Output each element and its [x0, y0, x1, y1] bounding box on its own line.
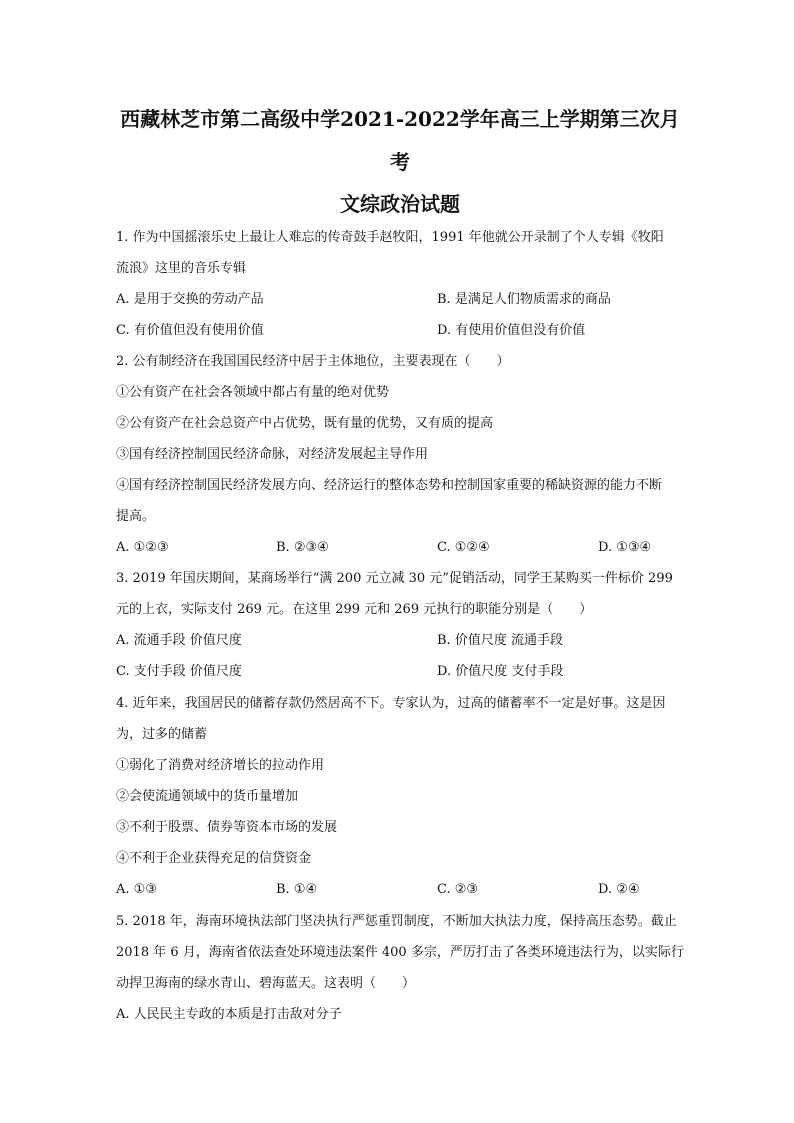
- option-c: C. 有价值但没有使用价值: [116, 323, 264, 338]
- option-c: C. ①②④: [437, 540, 490, 555]
- option-d: D. ②④: [598, 882, 640, 897]
- question-text-line: 动捍卫海南的绿水青山、碧海蓝天。这表明（ ）: [116, 976, 416, 991]
- question-statement: ①公有资产在社会各领域中都占有量的绝对优势: [116, 385, 390, 400]
- option-b: B. ②③④: [276, 540, 329, 555]
- question-text-line: 1. 作为中国摇滚乐史上最让人难忘的传奇鼓手赵牧阳，1991 年他就公开录制了个人专辑《牧阳: [116, 230, 664, 245]
- question-text-line: 2018 年 6 月，海南省依法查处环境违法案件 400 多宗，严厉打击了各类环境违法行为，以实际行: [116, 945, 684, 960]
- question-statement: ②会使流通领域中的货币量增加: [116, 789, 299, 804]
- question-statement: ③不利于股票、债券等资本市场的发展: [116, 820, 338, 835]
- question-statement: ④国有经济控制国民经济发展方向、经济运行的整体态势和控制国家重要的稀缺资源的能力不断: [116, 478, 663, 493]
- option-a: A. ①②③: [116, 540, 169, 555]
- exam-title-line2: 考: [390, 150, 410, 174]
- question-text-line: 2. 公有制经济在我国国民经济中居于主体地位，主要表现在（ ）: [116, 354, 510, 369]
- question-text-line: 3. 2019 年国庆期间，某商场举行“满 200 元立减 30 元”促销活动，同学王某购买一件标价 299: [116, 571, 673, 586]
- question-text-line: 为，过多的储蓄: [116, 727, 208, 742]
- option-b: B. 价值尺度 流通手段: [437, 633, 563, 648]
- option-a: A. 流通手段 价值尺度: [116, 633, 242, 648]
- question-text-line: 4. 近年来，我国居民的储蓄存款仍然居高不下。专家认为，过高的储蓄率不一定是好事。这是因: [116, 696, 666, 711]
- option-b: B. ①④: [276, 882, 318, 897]
- question-text-line: 5. 2018 年，海南环境执法部门坚决执行严惩重罚制度，不断加大执法力度，保持高压态势。截止: [116, 914, 677, 929]
- option-d: D. 价值尺度 支付手段: [437, 664, 564, 679]
- exam-title-line1: 西藏林芝市第二高级中学2021-2022学年高三上学期第三次月: [120, 107, 680, 131]
- question-text-line: 流浪》这里的音乐专辑: [116, 261, 247, 276]
- question-text-line: 元的上衣，实际支付 269 元。在这里 299 元和 269 元执行的职能分别是（ ）: [116, 602, 593, 617]
- option-a: A. 人民民主专政的本质是打击敌对分子: [116, 1007, 342, 1022]
- option-a: A. ①③: [116, 882, 157, 897]
- question-statement: ②公有资产在社会总资产中占优势，既有量的优势，又有质的提高: [116, 416, 494, 431]
- question-statement: ①弱化了消费对经济增长的拉动作用: [116, 758, 325, 773]
- question-statement: ④不利于企业获得充足的信贷资金: [116, 851, 312, 866]
- question-statement: 提高。: [116, 509, 156, 524]
- option-d: D. 有使用价值但没有价值: [437, 323, 586, 338]
- question-statement: ③国有经济控制国民经济命脉，对经济发展起主导作用: [116, 447, 429, 462]
- option-a: A. 是用于交换的劳动产品: [116, 292, 264, 307]
- exam-subtitle: 文综政治试题: [340, 192, 460, 216]
- option-b: B. 是满足人们物质需求的商品: [437, 292, 611, 307]
- option-c: C. 支付手段 价值尺度: [116, 664, 242, 679]
- option-d: D. ①③④: [598, 540, 652, 555]
- option-c: C. ②③: [437, 882, 479, 897]
